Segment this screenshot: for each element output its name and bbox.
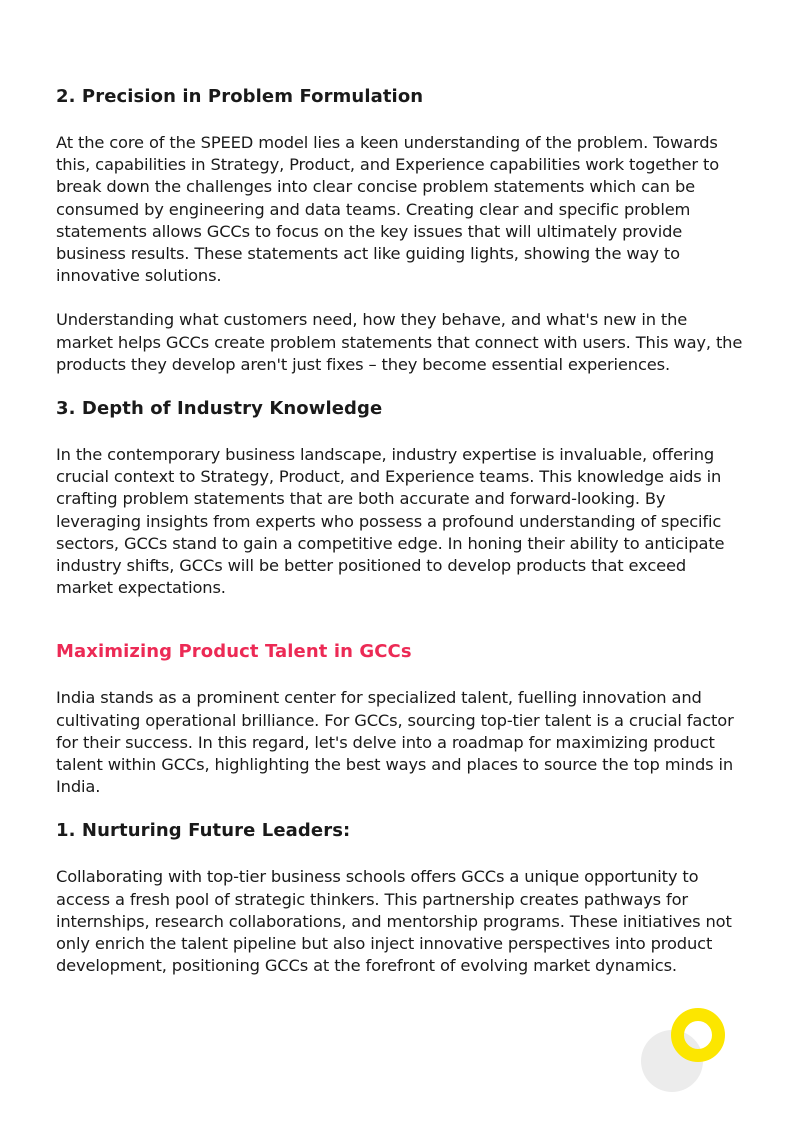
decorative-yellow-ring-icon xyxy=(671,1008,725,1062)
paragraph-industry-1: In the contemporary business landscape, industry expertise is invaluable, offering crucial context to Strategy, Product, and Experience teams. This knowledge aids in crafting problem statements that are both accurate and forward-looking. By leveraging insights from experts who possess a profound understanding of specific sectors, GCCs stand to gain a competitive edge. In honing their ability to anticipate industry shifts, GCCs will be better positioned to develop products that exceed market expectations. xyxy=(56,445,725,598)
paragraph-leaders-1: Collaborating with top-tier business schools offers GCCs a unique opportunity to access a fresh pool of strategic thinkers. This partnership creates pathways for internships, research collaborations, and mentorship programs. These initiatives not only enrich the talent pipeline but also inject innovative perspectives into product development, positioning GCCs at the forefront of evolving market dynamics. xyxy=(56,867,732,976)
section-heading-industry: 3. Depth of Industry Knowledge xyxy=(56,398,383,420)
section-heading-leaders: 1. Nurturing Future Leaders: xyxy=(56,820,351,842)
paragraph-precision-2: Understanding what customers need, how they behave, and what's new in the market helps GCCs create problem statements that connect with users. This way, the products they develop aren't just fixes – they become essential experiences. xyxy=(56,310,743,374)
section-heading-talent: Maximizing Product Talent in GCCs xyxy=(56,641,412,663)
section-heading-precision: 2. Precision in Problem Formulation xyxy=(56,86,424,107)
paragraph-talent-1: India stands as a prominent center for specialized talent, fuelling innovation and cultivating operational brilliance. For GCCs, sourcing top-tier talent is a crucial factor for their success. In this regard, let's delve into a roadmap for maximizing product talent within GCCs, highlighting the best ways and places to source the top minds in India. xyxy=(56,688,734,797)
document-body xyxy=(56,84,746,977)
paragraph-precision-1: At the core of the SPEED model lies a keen understanding of the problem. Towards this, capabilities in Strategy, Product, and Experience capabilities work together to break down the challenges into clear concise problem statements which can be consumed by engineering and data teams. Creating clear and specific problem statements allows GCCs to focus on the key issues that will ultimately provide business results. These statements act like guiding lights, showing the way to innovative solutions. xyxy=(56,133,720,286)
